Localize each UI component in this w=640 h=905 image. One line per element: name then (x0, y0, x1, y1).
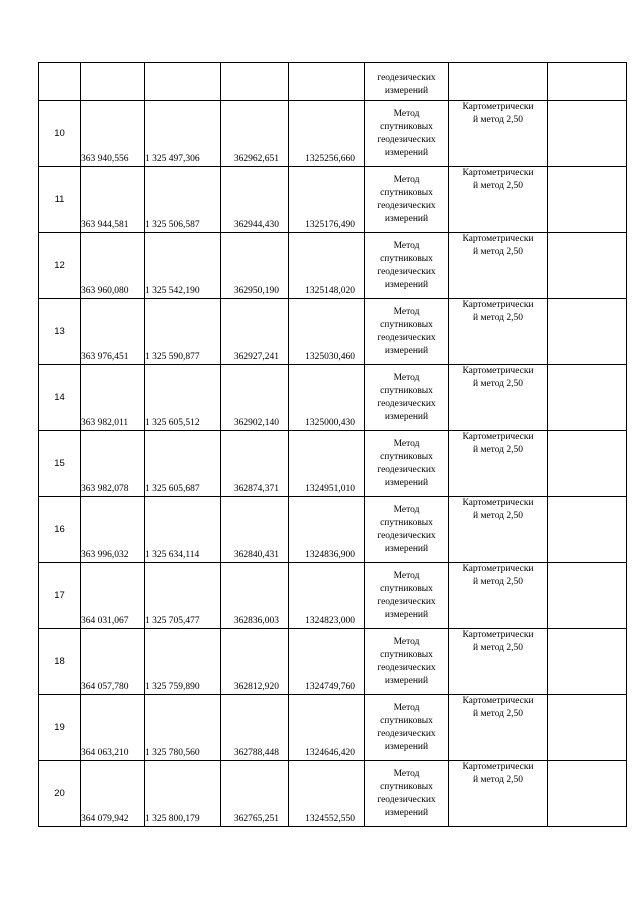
method-line: спутниковых (380, 649, 433, 660)
accuracy-line: Картометрически (462, 432, 534, 442)
table-row (39, 761, 627, 827)
y-old-cell: 1 325 605,687 (145, 431, 221, 497)
cell-empty (548, 299, 627, 365)
accuracy-line: й метод 2,50 (472, 181, 524, 191)
accuracy-line: й метод 2,50 (472, 511, 524, 521)
point-number: 15 (39, 431, 81, 497)
x-new-cell: 362812,920 (221, 629, 289, 695)
method-line: Метод (393, 174, 420, 185)
x-new-cell: 362950,190 (221, 233, 289, 299)
accuracy-line: й метод 2,50 (472, 577, 524, 587)
method-line: измерений (384, 213, 429, 224)
accuracy-line: Картометрически (462, 564, 534, 574)
method-line: измерений (384, 279, 429, 290)
y-new-cell: 1325256,660 (289, 101, 365, 167)
method-line: геодезических (377, 134, 436, 145)
method-line: измерений (384, 411, 429, 422)
x-old-cell: 363 996,032 (81, 497, 145, 563)
method-cell (365, 101, 449, 167)
accuracy-cell (449, 629, 548, 695)
table-row (39, 431, 627, 497)
method-cell (365, 299, 449, 365)
x-old-cell: 364 063,210 (81, 695, 145, 761)
y-old-cell: 1 325 780,560 (145, 695, 221, 761)
accuracy-line: Картометрически (462, 630, 534, 640)
y-new-cell: 1324823,000 (289, 563, 365, 629)
cell-empty (548, 761, 627, 827)
accuracy-cell (449, 167, 548, 233)
accuracy-line: й метод 2,50 (472, 775, 524, 785)
accuracy-cell (449, 497, 548, 563)
x-old-cell: 364 031,067 (81, 563, 145, 629)
method-line: измерений (384, 86, 429, 96)
method-line: геодезических (377, 200, 436, 211)
point-number: 20 (39, 761, 81, 827)
accuracy-cell (449, 101, 548, 167)
table-row (39, 629, 627, 695)
y-old-cell: 1 325 800,179 (145, 761, 221, 827)
method-line: Метод (393, 438, 420, 449)
method-cell (365, 563, 449, 629)
coordinates-table (38, 62, 627, 827)
accuracy-line: Картометрически (462, 168, 534, 178)
cell-empty (221, 63, 289, 101)
method-line: Метод (393, 372, 420, 383)
cell-empty (548, 63, 627, 101)
table-row (39, 167, 627, 233)
method-cell (365, 761, 449, 827)
x-new-cell: 362765,251 (221, 761, 289, 827)
y-new-cell: 1325176,490 (289, 167, 365, 233)
method-line: Метод (393, 504, 420, 515)
x-old-cell: 363 960,080 (81, 233, 145, 299)
cell-empty (548, 167, 627, 233)
accuracy-line: Картометрически (462, 300, 534, 310)
method-cell (365, 629, 449, 695)
method-line: геодезических (377, 266, 436, 277)
method-line: геодезических (377, 398, 436, 409)
accuracy-line: й метод 2,50 (472, 313, 524, 323)
x-old-cell: 364 079,942 (81, 761, 145, 827)
accuracy-line: Картометрически (462, 696, 534, 706)
table-row (39, 365, 627, 431)
point-number: 17 (39, 563, 81, 629)
method-line: спутниковых (380, 385, 433, 396)
cell-empty (145, 63, 221, 101)
point-number: 18 (39, 629, 81, 695)
method-cell (365, 431, 449, 497)
point-number: 10 (39, 101, 81, 167)
x-new-cell: 362788,448 (221, 695, 289, 761)
method-cell (365, 695, 449, 761)
method-line: Метод (393, 306, 420, 317)
cell-empty (81, 63, 145, 101)
point-number: 19 (39, 695, 81, 761)
accuracy-cell (449, 299, 548, 365)
accuracy-line: й метод 2,50 (472, 379, 524, 389)
method-line: измерений (384, 807, 429, 818)
x-new-cell: 362902,140 (221, 365, 289, 431)
y-new-cell: 1324951,010 (289, 431, 365, 497)
accuracy-line: й метод 2,50 (472, 709, 524, 719)
cell-empty (548, 563, 627, 629)
table-row (39, 695, 627, 761)
table-row (39, 101, 627, 167)
y-old-cell: 1 325 506,587 (145, 167, 221, 233)
method-line: измерений (384, 675, 429, 686)
method-line: спутниковых (380, 781, 433, 792)
method-cell (365, 63, 449, 101)
x-old-cell: 364 057,780 (81, 629, 145, 695)
x-new-cell: 362927,241 (221, 299, 289, 365)
x-old-cell: 363 982,011 (81, 365, 145, 431)
method-line: Метод (393, 570, 420, 581)
method-line: геодезических (377, 530, 436, 541)
y-new-cell: 1324749,760 (289, 629, 365, 695)
accuracy-line: й метод 2,50 (472, 445, 524, 455)
accuracy-cell (449, 563, 548, 629)
cell-empty (548, 629, 627, 695)
y-new-cell: 1325148,020 (289, 233, 365, 299)
method-line: спутниковых (380, 583, 433, 594)
y-new-cell: 1324552,550 (289, 761, 365, 827)
method-line: спутниковых (380, 517, 433, 528)
accuracy-cell (449, 761, 548, 827)
method-line: измерений (384, 147, 429, 158)
x-old-cell: 363 940,556 (81, 101, 145, 167)
y-new-cell: 1325030,460 (289, 299, 365, 365)
x-new-cell: 362944,430 (221, 167, 289, 233)
method-line: спутниковых (380, 253, 433, 264)
cell-empty (548, 431, 627, 497)
cell-empty (548, 233, 627, 299)
table-row-continued (39, 63, 627, 101)
y-new-cell: 1324646,420 (289, 695, 365, 761)
x-new-cell: 362962,651 (221, 101, 289, 167)
y-old-cell: 1 325 497,306 (145, 101, 221, 167)
y-new-cell: 1325000,430 (289, 365, 365, 431)
method-line: Метод (393, 240, 420, 251)
x-old-cell: 363 982,078 (81, 431, 145, 497)
x-old-cell: 363 944,581 (81, 167, 145, 233)
point-number: 12 (39, 233, 81, 299)
cell-empty (39, 63, 81, 101)
y-old-cell: 1 325 759,890 (145, 629, 221, 695)
method-line: геодезических (377, 73, 436, 83)
method-line: спутниковых (380, 319, 433, 330)
accuracy-line: Картометрически (462, 498, 534, 508)
method-line: измерений (384, 609, 429, 620)
method-line: геодезических (377, 332, 436, 343)
accuracy-line: Картометрически (462, 102, 534, 112)
method-line: геодезических (377, 794, 436, 805)
point-number: 16 (39, 497, 81, 563)
method-cell (365, 167, 449, 233)
accuracy-cell (449, 365, 548, 431)
x-new-cell: 362836,003 (221, 563, 289, 629)
method-line: Метод (393, 636, 420, 647)
method-line: Метод (393, 108, 420, 119)
x-old-cell: 363 976,451 (81, 299, 145, 365)
method-line: геодезических (377, 662, 436, 673)
y-new-cell: 1324836,900 (289, 497, 365, 563)
accuracy-cell (449, 695, 548, 761)
table-row (39, 299, 627, 365)
method-line: спутниковых (380, 187, 433, 198)
cell-empty (548, 101, 627, 167)
accuracy-line: й метод 2,50 (472, 643, 524, 653)
method-line: геодезических (377, 728, 436, 739)
y-old-cell: 1 325 705,477 (145, 563, 221, 629)
method-line: измерений (384, 345, 429, 356)
method-line: Метод (393, 768, 420, 779)
method-cell (365, 233, 449, 299)
point-number: 13 (39, 299, 81, 365)
method-line: геодезических (377, 464, 436, 475)
method-cell (365, 497, 449, 563)
table-row (39, 563, 627, 629)
accuracy-line: Картометрически (462, 366, 534, 376)
method-line: спутниковых (380, 121, 433, 132)
y-old-cell: 1 325 542,190 (145, 233, 221, 299)
x-new-cell: 362840,431 (221, 497, 289, 563)
method-line: спутниковых (380, 451, 433, 462)
method-cell (365, 365, 449, 431)
point-number: 11 (39, 167, 81, 233)
cell-empty (548, 365, 627, 431)
y-old-cell: 1 325 590,877 (145, 299, 221, 365)
table-row (39, 233, 627, 299)
accuracy-cell (449, 233, 548, 299)
x-new-cell: 362874,371 (221, 431, 289, 497)
cell-empty (289, 63, 365, 101)
y-old-cell: 1 325 634,114 (145, 497, 221, 563)
accuracy-line: й метод 2,50 (472, 115, 524, 125)
method-line: измерений (384, 741, 429, 752)
method-line: измерений (384, 543, 429, 554)
table-row (39, 497, 627, 563)
cell-empty (548, 497, 627, 563)
accuracy-cell (449, 431, 548, 497)
method-line: спутниковых (380, 715, 433, 726)
method-line: измерений (384, 477, 429, 488)
point-number: 14 (39, 365, 81, 431)
table-body (39, 63, 627, 827)
cell-empty (449, 63, 548, 101)
y-old-cell: 1 325 605,512 (145, 365, 221, 431)
accuracy-line: й метод 2,50 (472, 247, 524, 257)
accuracy-line: Картометрически (462, 234, 534, 244)
method-line: Метод (393, 702, 420, 713)
accuracy-line: Картометрически (462, 762, 534, 772)
method-line: геодезических (377, 596, 436, 607)
cell-empty (548, 695, 627, 761)
